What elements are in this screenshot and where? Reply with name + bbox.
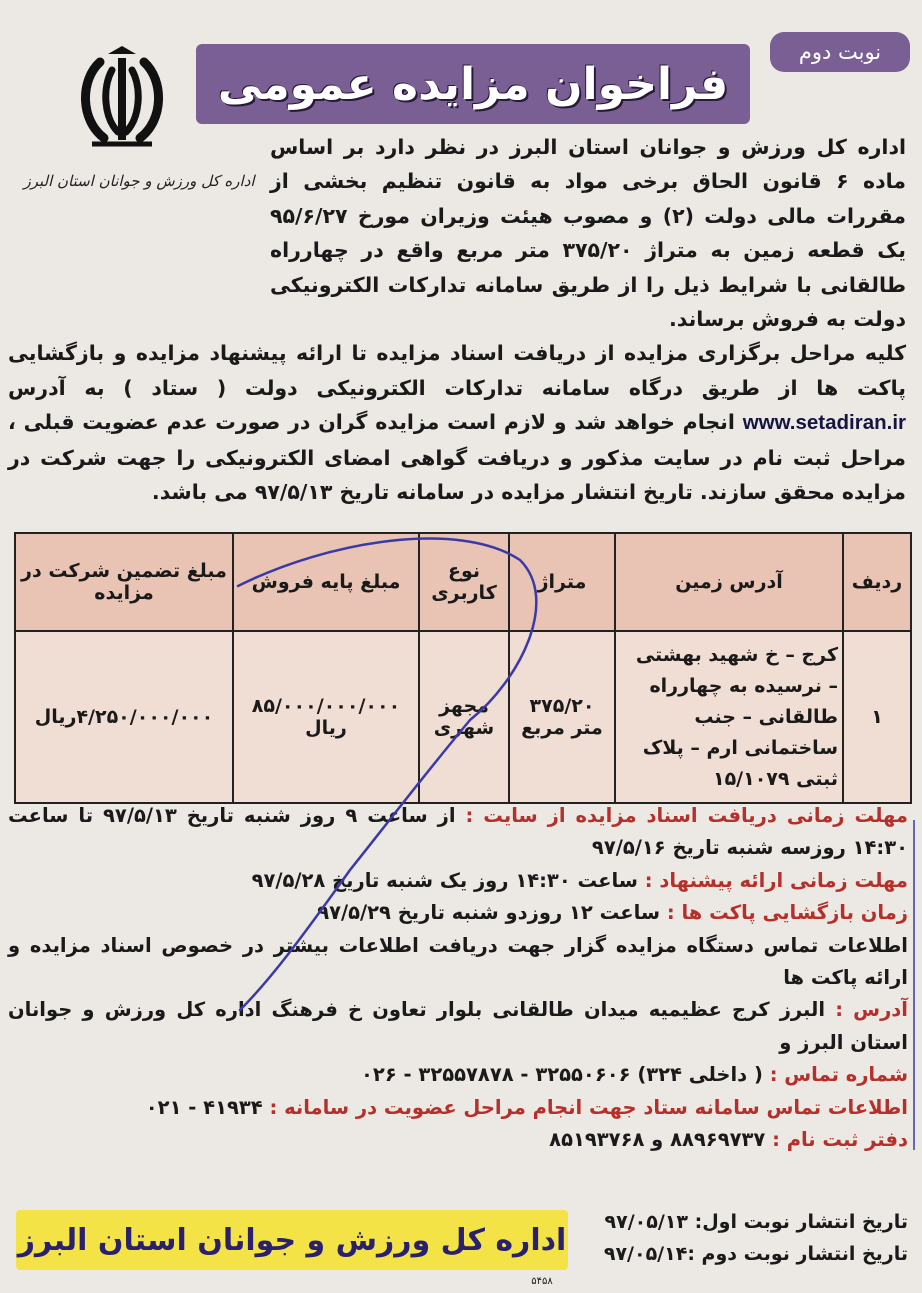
contact-info: اطلاعات تماس دستگاه مزایده گزار جهت دریافت اطلاعات بیشتر در خصوص اسناد مزایده و ارائه پاکت ها: [8, 933, 908, 990]
header-row-number: ردیف: [843, 533, 911, 631]
address-value: البرز کرج عظیمیه میدان طالقانی بلوار تعاون خ فرهنگ اداره کل ورزش و جوانان استان البرز و: [8, 998, 908, 1054]
cell-deposit: ۴/۲۵۰/۰۰۰/۰۰۰ریال: [15, 631, 233, 803]
cell-usage: مجهز شهری: [419, 631, 509, 803]
opening-label: زمان بازگشایی پاکت ها :: [666, 901, 908, 925]
cell-address: کرج – خ شهید بهشتی – نرسیده به چهارراه طالقانی – جنب ساختمانی ارم – پلاک ثبتی ۱۵/۱۰۷۹: [615, 631, 843, 803]
cell-base-price: ۸۵/۰۰۰/۰۰۰/۰۰۰ ریال: [233, 631, 419, 803]
second-publication: تاریخ انتشار نوبت دوم :۹۷/۰۵/۱۴: [603, 1243, 908, 1265]
first-publication: تاریخ انتشار نوبت اول: ۹۷/۰۵/۱۳: [604, 1211, 908, 1233]
page-title: فراخوان مزایده عمومی: [217, 58, 729, 110]
phone-value: ( داخلی ۳۲۴) ۳۲۵۵۰۶۰۶ - ۳۲۵۵۷۸۷۸ - ۰۲۶: [361, 1063, 763, 1087]
header-area: متراژ: [509, 533, 615, 631]
doc-deadline-label: مهلت زمانی دریافت اسناد مزایده از سایت :: [465, 804, 908, 827]
org-signature: اداره کل ورزش و جوانان استان البرز: [23, 172, 255, 190]
auction-table: [14, 532, 912, 804]
notice-round-badge: نوبت دوم: [770, 32, 910, 72]
header-base-price: مبلغ پایه فروش: [233, 533, 419, 631]
register-label: دفتر ثبت نام :: [772, 1128, 908, 1152]
website-link[interactable]: www.setadiran.ir: [742, 411, 906, 435]
register-line: [8, 1124, 908, 1156]
header-deposit: مبلغ تضمین شرکت در مزایده: [15, 533, 233, 631]
address-line: [8, 994, 908, 1059]
setad-label: اطلاعات تماس سامانه ستاد جهت انجام مراحل عضویت در سامانه :: [269, 1095, 908, 1119]
title-banner: [196, 44, 750, 124]
phone-line: [8, 1059, 908, 1091]
address-label: آدرس :: [835, 998, 908, 1022]
setad-value: ۴۱۹۳۴ - ۰۲۱: [145, 1095, 263, 1119]
intro-text-1: اداره کل ورزش و جوانان استان البرز در نظر دارد بر اساس ماده ۶ قانون الحاق برخی مواد به قانون تنظیم بخشی از مقررات مالی دولت (۲) و مصوب هیئت وزیران مورخ ۹۵/۶/۲۷ یک قطعه زمین به متراژ ۳۷۵/۲۰ متر مربع واقع در چهارراه طالقانی با شرایط ذیل را از طریق سامانه تدارکات الکترونیکی دولت به فروش برساند.: [270, 135, 906, 332]
details-section: [8, 800, 908, 1156]
phone-label: شماره تماس :: [769, 1063, 908, 1087]
publication-dates: [572, 1206, 908, 1270]
doc-deadline: [8, 800, 908, 865]
intro-text-2b: انجام خواهد شد و لازم است مزایده گران در صورت عدم عضویت قبلی ، مراحل ثبت نام در سایت مذکور و دریافت گواهی امضای الکترونیکی را جهت شرکت در مزایده محقق سازند. تاریخ انتشار مزایده در سامانه تاریخ ۹۷/۵/۱۳ می باشد.: [8, 410, 906, 505]
cell-row-number: ۱: [843, 631, 911, 803]
header-address: آدرس زمین: [615, 533, 843, 631]
table-row: [15, 631, 911, 803]
intro-text-2: [8, 336, 906, 509]
table-header-row: [15, 533, 911, 631]
offer-deadline: [8, 865, 908, 897]
doc-deadline-value: از ساعت ۹ روز شنبه تاریخ ۹۷/۵/۱۳ تا ساعت ۱۴:۳۰ روزسه شنبه تاریخ ۹۷/۵/۱۶: [8, 804, 908, 860]
footer-banner: اداره کل ورزش و جوانان استان البرز: [16, 1210, 568, 1270]
ad-code: ۵۴۵۸: [531, 1276, 553, 1287]
cell-area: ۳۷۵/۲۰ متر مربع: [509, 631, 615, 803]
opening-value: ساعت ۱۲ روزدو شنبه تاریخ ۹۷/۵/۲۹: [317, 901, 661, 925]
intro-paragraph: [8, 130, 906, 509]
opening-time: [8, 897, 908, 929]
offer-deadline-label: مهلت زمانی ارائه پیشنهاد :: [644, 868, 908, 892]
setad-line: [8, 1092, 908, 1124]
header-usage: نوع کاربری: [419, 533, 509, 631]
intro-text-2a: کلیه مراحل برگزاری مزایده از دریافت اسناد مزایده تا ارائه پیشنهاد مزایده و بازگشایی پاکت ها از طریق درگاه سامانه تدارکات الکترونیکی دولت ( ستاد ) به آدرس: [8, 341, 906, 400]
offer-deadline-value: ساعت ۱۴:۳۰ روز یک شنبه تاریخ ۹۷/۵/۲۸: [251, 868, 638, 892]
register-value: ۸۸۹۶۹۷۳۷ و ۸۵۱۹۳۷۶۸: [549, 1128, 766, 1152]
